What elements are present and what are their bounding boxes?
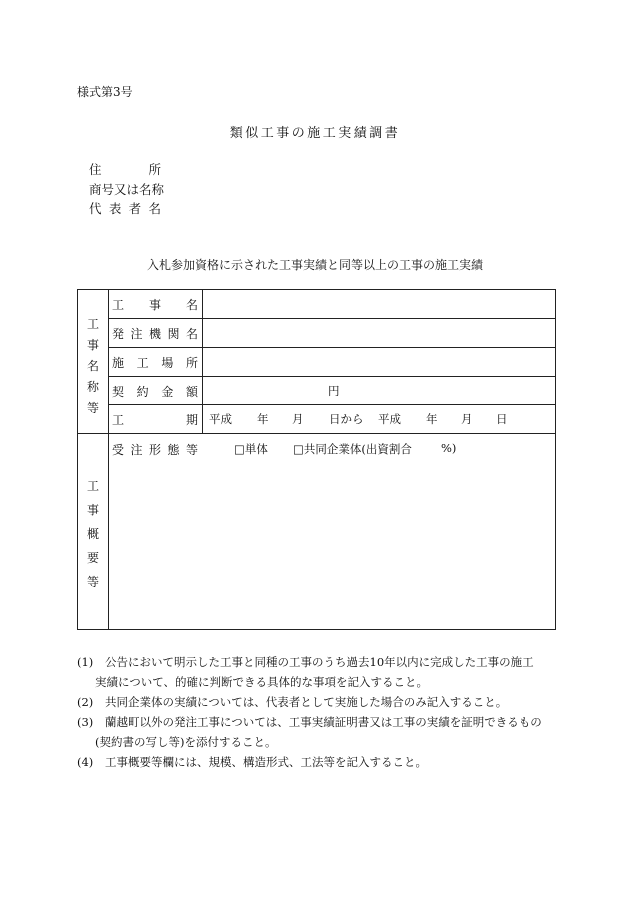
- row-label-char: 額: [185, 385, 198, 399]
- address-label-char-2: 所: [148, 162, 161, 177]
- row-label-char: 関: [167, 327, 180, 341]
- row-label-char: 約: [136, 385, 149, 399]
- row-label-contract-amount: [112, 383, 198, 400]
- row-label-char: 工: [136, 356, 149, 370]
- section-label-char: 等: [86, 401, 99, 415]
- row-label-char: 発: [112, 327, 125, 341]
- section-label-char: 称: [86, 380, 99, 394]
- document-title: 類似工事の施工実績調書: [229, 126, 401, 141]
- note-number: (1): [77, 655, 94, 669]
- row-label-char: 期: [185, 413, 198, 427]
- row-label-char: 名: [185, 327, 198, 341]
- note-number: (4): [77, 755, 94, 769]
- period-month-start: 月: [292, 412, 304, 426]
- notes-section: [77, 652, 567, 772]
- period-year-start: 年: [257, 412, 269, 426]
- note-number: (2): [77, 695, 94, 709]
- note-text: 蘭越町以外の発注工事については、工事実績証明書又は工事の実績を証明できるもの: [105, 715, 542, 729]
- section-label-project: [78, 314, 108, 419]
- table-rule-3: [108, 376, 556, 377]
- representative-label: [89, 199, 161, 217]
- address-label-char-1: 住: [89, 162, 102, 177]
- period-month-end: 月: [461, 412, 473, 426]
- single-contractor-checkbox[interactable]: □単体: [234, 442, 268, 456]
- row-label-site: [112, 354, 198, 371]
- row-label-char: 施: [112, 356, 125, 370]
- representative-label-char: 代: [89, 201, 102, 216]
- row-label-char: 場: [161, 356, 174, 370]
- section-label-char: 名: [86, 359, 99, 373]
- row-label-char: 注: [130, 443, 143, 457]
- note-number: (3): [77, 715, 94, 729]
- row-label-char: 態: [167, 443, 180, 457]
- note-1: [77, 652, 567, 672]
- representative-label-char: 者: [128, 201, 142, 216]
- row-label-char: 名: [185, 298, 198, 312]
- row-label-char: 事: [148, 298, 161, 312]
- section-label-char: 事: [86, 338, 99, 352]
- section-label-char: 事: [86, 503, 99, 517]
- section-label-overview: [78, 474, 108, 594]
- joint-venture-percent: %): [441, 441, 457, 455]
- order-form-label: [112, 441, 198, 458]
- note-text: 工事概要等欄には、規模、構造形式、工法等を記入すること。: [105, 755, 427, 769]
- row-label-ordering-agency: [112, 325, 198, 342]
- section-label-char: 概: [86, 527, 99, 541]
- note-2: [77, 692, 567, 712]
- note-1-continued: [77, 672, 567, 692]
- table-rule-1: [108, 318, 556, 319]
- table-rule-4: [108, 404, 556, 405]
- note-text: 公告において明示した工事と同種の工事のうち過去10年以内に完成した工事の施工: [105, 655, 534, 669]
- period-era-start: 平成: [209, 412, 232, 426]
- section-label-char: 工: [86, 317, 99, 331]
- row-label-char: 受: [112, 443, 125, 457]
- row-label-char: 所: [185, 356, 198, 370]
- table-rule-section: [77, 433, 556, 434]
- table-rule-2: [108, 347, 556, 348]
- note-text: 実績について、的確に判断できる具体的な事項を記入すること。: [95, 675, 429, 689]
- section-label-char: 要: [86, 551, 99, 565]
- period-day-end: 日: [496, 412, 508, 426]
- address-label: [89, 160, 161, 178]
- row-label-char: 形: [148, 443, 161, 457]
- note-3-continued: [77, 732, 567, 752]
- table-divider-left: [108, 289, 109, 630]
- period-year-end: 年: [426, 412, 438, 426]
- row-label-char: 工: [112, 298, 125, 312]
- joint-venture-checkbox[interactable]: □共同企業体(出資割合: [293, 442, 412, 456]
- section-label-char: 等: [86, 575, 99, 589]
- note-text: (契約書の写し等)を添付すること。: [95, 735, 277, 749]
- table-divider-label: [202, 289, 203, 433]
- note-4: [77, 752, 567, 772]
- table-subtitle: 入札参加資格に示された工事実績と同等以上の工事の施工実績: [146, 258, 483, 272]
- note-text: 共同企業体の実績については、代表者として実施した場合のみ記入すること。: [105, 695, 508, 709]
- row-label-project-name: [112, 296, 198, 313]
- form-number: 様式第3号: [77, 85, 133, 99]
- row-label-char: 注: [130, 327, 143, 341]
- row-label-char: 等: [185, 443, 198, 457]
- row-label-char: 契: [112, 385, 125, 399]
- row-label-char: 機: [148, 327, 161, 341]
- row-label-period: [112, 411, 198, 428]
- representative-label-char: 名: [148, 201, 161, 216]
- contract-amount-unit: 円: [328, 384, 340, 398]
- row-label-char: 工: [112, 413, 125, 427]
- company-name-label-text: 商号又は名称: [89, 182, 165, 197]
- period-era-end: 平成: [378, 412, 401, 426]
- row-label-char: 金: [161, 385, 174, 399]
- representative-label-char: 表: [108, 201, 122, 216]
- section-label-char: 工: [86, 479, 99, 493]
- period-day-start: 日から: [329, 412, 364, 426]
- company-name-label: [89, 180, 165, 198]
- note-3: [77, 712, 567, 732]
